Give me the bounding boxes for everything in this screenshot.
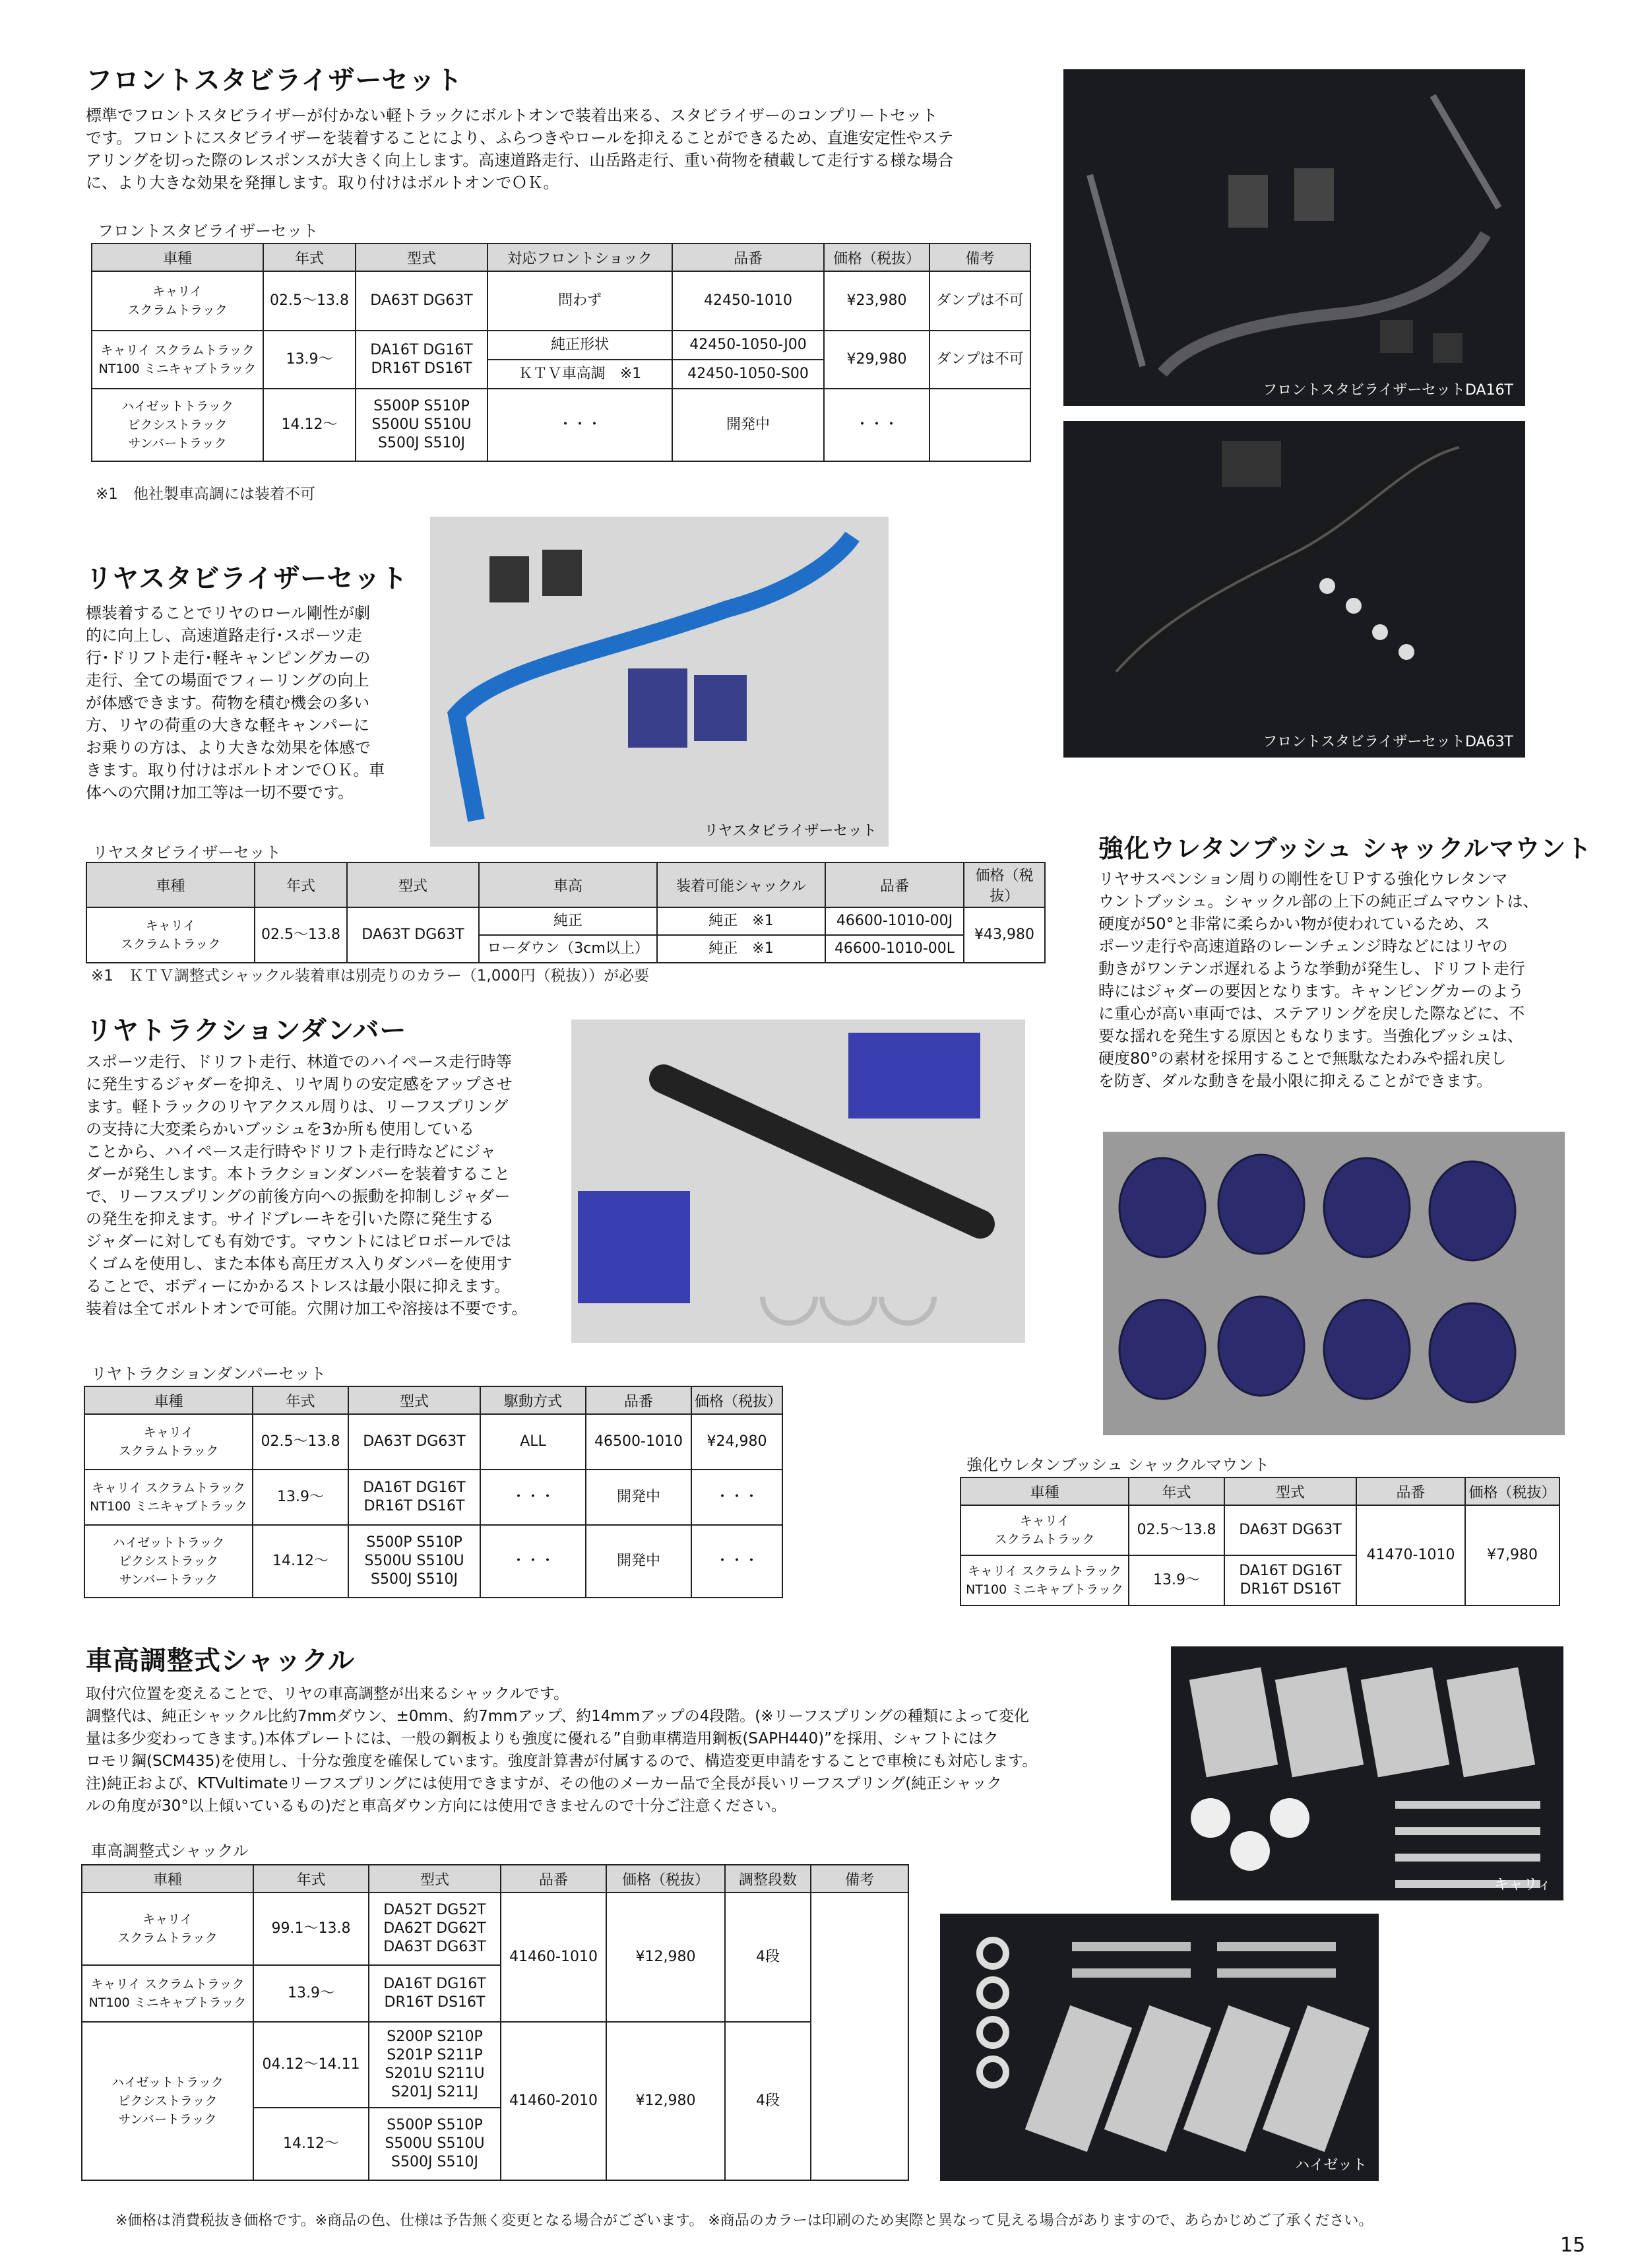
table-cell: ¥43,980 bbox=[964, 907, 1045, 963]
rear-stabilizer-photo bbox=[430, 517, 889, 847]
table-cell: キャリイ スクラムトラック bbox=[82, 1893, 253, 1965]
damper-description: スポーツ走行、ドリフト走行、林道でのハイペース走行時等 に発生するジャダーを抑え、リヤ周りの安定感をアップさせ ます。軽トラックのリヤアクスル周りは、リーフスプリング の支持に大変柔らかいブッシュを3か所も使用している ことから、ハイペース走行時やドリフト走行時などにジャ ダーが発生します。本トラクションダンバーを装着すること で、リーフスプリングの前後方向への振動を抑制しジャダー の発生を抑えます。サイドブレーキを引いた際に発生する ジャダーに対しても有効です。マウントにはピロボールでは くゴムを使用し、また本体も高圧ガス入りダンパーを使用す ることで、ボディーにかかるストレスは最小限に抑えます。 装着は全てボルトオンで可能。穴開け加工や溶接は不要です。 bbox=[86, 1053, 528, 1318]
table-cell: 開発中 bbox=[586, 1470, 691, 1525]
table-cell: キャリイ スクラムトラック bbox=[960, 1505, 1129, 1555]
table-cell: 純正 bbox=[479, 907, 657, 935]
table-cell: S500P S510P S500U S510U S500J S510J bbox=[356, 389, 488, 461]
damper-table-caption: リヤトラクションダンパーセット bbox=[91, 1365, 327, 1383]
table-cell: S500P S510P S500U S510U S500J S510J bbox=[348, 1525, 480, 1598]
shackle-description: 取付穴位置を変えることで、リヤの車高調整が出来るシャックルです。 調整代は、純正シャックル比約7mmダウン、±0mm、約7mmアップ、約14mmアップの4段階。(※リーフスプリングの種類によって変化 量は多少変わってきます。)本体プレートには、一般の鋼板よりも強度に優れる”自動車構造用鋼板(SAPH440)”を採用、シャフトにはク ロモリ鋼(SCM435)を使用し、十分な強度を確保しています。強度計算書が付属するので、構造変更申請をすることで車検にも対応します。 注)純正および、KTVultimateリーフスプリングには使用できますが、その他のメーカー品で全長が長いリーフスプリング(純正シャック ルの角度が30°以上傾いているもの)だと車高ダウン方向には使用できませんので十分ご注意ください。 bbox=[86, 1685, 1038, 1815]
th-part: 品番 bbox=[1356, 1477, 1465, 1505]
shackle-plates-image bbox=[1171, 1646, 1563, 1900]
table-cell: ¥12,980 bbox=[606, 1893, 725, 2022]
table-cell: キャリイ スクラムトラック NT100 ミニキャブトラック bbox=[92, 331, 263, 389]
table-cell: 純正 ※1 bbox=[657, 935, 825, 963]
table-cell: 41470-1010 bbox=[1356, 1505, 1465, 1605]
damper-photo bbox=[571, 1020, 1025, 1343]
th-year: 年式 bbox=[253, 1386, 348, 1414]
table-cell: 純正 ※1 bbox=[657, 907, 825, 935]
table-cell: 41460-2010 bbox=[501, 2022, 606, 2180]
table-cell: 問わず bbox=[488, 271, 672, 331]
table-cell: ・・・ bbox=[480, 1470, 586, 1525]
table-cell: DA63T DG63T bbox=[348, 1414, 480, 1470]
th-part: 品番 bbox=[672, 243, 824, 271]
shackle-title: 車高調整式シャックル bbox=[86, 1646, 355, 1676]
rear-stabilizer-bar-image bbox=[430, 517, 889, 847]
th-height: 車高 bbox=[479, 862, 657, 907]
table-cell: 13.9〜 bbox=[253, 1965, 369, 2022]
th-model: 型式 bbox=[1224, 1477, 1356, 1505]
table-cell: 純正形状 bbox=[488, 331, 672, 360]
th-car: 車種 bbox=[86, 862, 255, 907]
table-cell: ダンプは不可 bbox=[929, 271, 1030, 331]
table-cell: キャリイ スクラムトラック bbox=[86, 907, 255, 963]
table-cell: DA52T DG52T DA62T DG62T DA63T DG63T bbox=[369, 1893, 501, 1965]
table-cell: ・・・ bbox=[691, 1525, 782, 1598]
table-cell: ハイゼットトラック ピクシストラック サンバートラック bbox=[92, 389, 263, 461]
table-cell: 99.1〜13.8 bbox=[253, 1893, 369, 1965]
footer-note: ※価格は消費税抜き価格です。※商品の色、仕様は予告無く変更となる場合がございます。 ※商品のカラーは印刷のため実際と異なって見える場合がありますので、あらかじめご了承ください。 bbox=[115, 2213, 1373, 2229]
th-model: 型式 bbox=[347, 862, 479, 907]
urethane-bush-image bbox=[1103, 1132, 1565, 1435]
front-stabilizer-title: フロントスタビライザーセット bbox=[86, 65, 463, 96]
table-cell: ハイゼットトラック ピクシストラック サンバートラック bbox=[84, 1525, 253, 1598]
table-cell: 14.12〜 bbox=[263, 389, 356, 461]
table-cell: DA16T DG16T DR16T DS16T bbox=[348, 1470, 480, 1525]
damper-title: リヤトラクションダンバー bbox=[86, 1016, 407, 1046]
damper-table bbox=[84, 1386, 783, 1598]
table-cell: 46500-1010 bbox=[586, 1414, 691, 1470]
table-cell bbox=[929, 389, 1030, 461]
front-stabilizer-table bbox=[91, 243, 1031, 462]
photo-label: フロントスタビライザーセットDA16T bbox=[1263, 382, 1513, 399]
table-cell: S200P S210P S201P S211P S201U S211U S201J S211J bbox=[369, 2022, 501, 2108]
th-price: 価格（税抜） bbox=[691, 1386, 782, 1414]
table-cell: DA16T DG16T DR16T DS16T bbox=[356, 331, 488, 389]
rear-stabilizer-table bbox=[86, 862, 1046, 963]
th-steps: 調整段数 bbox=[725, 1865, 811, 1893]
table-cell: ¥23,980 bbox=[824, 271, 929, 331]
table-cell: ¥7,980 bbox=[1465, 1505, 1559, 1605]
table-cell: S500P S510P S500U S510U S500J S510J bbox=[369, 2108, 501, 2180]
table-cell: キャリイ スクラムトラック bbox=[84, 1414, 253, 1470]
table-cell: 14.12〜 bbox=[253, 2108, 369, 2180]
table-cell: ＫＴＶ車高調 ※1 bbox=[488, 360, 672, 389]
th-model: 型式 bbox=[356, 243, 488, 271]
bush-description: リヤサスペンション周りの剛性をＵＰする強化ウレタンマ ウントブッシュ。シャックル部の上下の純正ゴムマウントは、 硬度が50°と非常に柔らかい物が使われているため、ス ポーツ走行や高速道路のレーンチェンジ時などにはリヤの 動きがワンテンポ遅れるような挙動が発生し、ドリフト走行 時にはジャダーの要因となります。キャンピングカーのよう に重心が高い車両では、ステアリングを戻した際などに、不 要な揺れを発生する原因ともなります。当強化ブッシュは、 硬度80°の素材を採用することで無駄なたわみや揺れ戻し を防ぎ、ダルな動きを最小限に抑えることができます。 bbox=[1098, 870, 1539, 1090]
th-year: 年式 bbox=[255, 862, 347, 907]
bush-table-caption: 強化ウレタンブッシュ シャックルマウント bbox=[966, 1456, 1270, 1474]
table-cell: 02.5〜13.8 bbox=[253, 1414, 348, 1470]
table-cell: 04.12〜14.11 bbox=[253, 2022, 369, 2108]
table-cell: ローダウン（3cm以上） bbox=[479, 935, 657, 963]
table-cell: 41460-1010 bbox=[501, 1893, 606, 2022]
front-table-caption: フロントスタビライザーセット bbox=[98, 222, 319, 240]
table-cell: 46600-1010-00J bbox=[825, 907, 964, 935]
table-cell: ¥12,980 bbox=[606, 2022, 725, 2180]
table-cell: ¥24,980 bbox=[691, 1414, 782, 1470]
table-cell: ・・・ bbox=[824, 389, 929, 461]
table-cell: 13.9〜 bbox=[263, 331, 356, 389]
photo-label: キャリィ bbox=[1494, 1877, 1552, 1893]
table-cell: 46600-1010-00L bbox=[825, 935, 964, 963]
th-price: 価格（税抜） bbox=[824, 243, 929, 271]
table-cell: ・・・ bbox=[480, 1525, 586, 1598]
front-stabilizer-photo-da63t bbox=[1063, 421, 1525, 758]
rear-stabilizer-title: リヤスタビライザーセット bbox=[86, 564, 408, 594]
table-cell: キャリイ スクラムトラック NT100 ミニキャブトラック bbox=[82, 1965, 253, 2022]
shackle-table bbox=[81, 1864, 909, 2181]
table-cell: ・・・ bbox=[488, 389, 672, 461]
table-cell: 14.12〜 bbox=[253, 1525, 348, 1598]
photo-label: フロントスタビライザーセットDA63T bbox=[1263, 734, 1513, 750]
table-cell: 4段 bbox=[725, 1893, 811, 2022]
front-footnote: ※1 他社製車高調には装着不可 bbox=[96, 486, 315, 503]
th-year: 年式 bbox=[253, 1865, 369, 1893]
bush-title: 強化ウレタンブッシュ シャックルマウント bbox=[1098, 834, 1592, 863]
rear-stabilizer-description: 標装着することでリヤのロール剛性が劇 的に向上し、高速道路走行･スポーツ走 行･ドリフト走行･軽キャンピングカーの 走行、全ての場面でフィーリングの向上 が体感できます。荷物を積む機会の多い 方、リヤの荷重の大きな軽キャンパーに お乗りの方は、より大きな効果を体感で きます。取り付けはボルトオンでＯＫ。車 体への穴開け加工等は一切不要です。 bbox=[86, 604, 385, 802]
table-cell: 開発中 bbox=[672, 389, 824, 461]
table-cell: キャリイ スクラムトラック NT100 ミニキャブトラック bbox=[84, 1470, 253, 1525]
stabilizer-bar-image bbox=[1063, 421, 1525, 758]
table-cell: 42450-1050-S00 bbox=[672, 360, 824, 389]
th-part: 品番 bbox=[586, 1386, 691, 1414]
th-drive: 駆動方式 bbox=[480, 1386, 586, 1414]
shackle-photo-carry bbox=[1171, 1646, 1563, 1900]
th-part: 品番 bbox=[825, 862, 964, 907]
rear-stab-table-caption: リヤスタビライザーセット bbox=[92, 843, 281, 862]
th-year: 年式 bbox=[1129, 1477, 1224, 1505]
th-price: 価格（税抜） bbox=[1465, 1477, 1559, 1505]
front-stabilizer-description: 標準でフロントスタビライザーが付かない軽トラックにボルトオンで装着出来る、スタビライザーのコンプリートセット です。フロントにスタビライザーを装着することにより、ふらつきやロールを抑えることができるため、直進安定性やステ アリングを切った際のレスポンスが大きく向上します。高速道路走行、山岳路走行、重い荷物を積載して走行する様な場合 に、より大きな効果を発揮します。取り付けはボルトオンでＯＫ。 bbox=[86, 106, 954, 192]
table-cell bbox=[811, 1893, 908, 2180]
photo-label: ハイゼット bbox=[1295, 2157, 1367, 2174]
table-cell: DA63T DG63T bbox=[347, 907, 479, 963]
table-cell: DA63T DG63T bbox=[1224, 1505, 1356, 1555]
shackle-plates-image bbox=[940, 1914, 1379, 2181]
table-cell: 開発中 bbox=[586, 1525, 691, 1598]
damper-image bbox=[571, 1020, 1025, 1343]
table-cell: ALL bbox=[480, 1414, 586, 1470]
table-cell: 4段 bbox=[725, 2022, 811, 2180]
table-cell: 02.5〜13.8 bbox=[263, 271, 356, 331]
table-cell: ・・・ bbox=[691, 1470, 782, 1525]
table-cell: ハイゼットトラック ピクシストラック サンバートラック bbox=[82, 2022, 253, 2180]
table-cell: 02.5〜13.8 bbox=[255, 907, 347, 963]
page-number: 15 bbox=[1560, 2234, 1586, 2257]
th-model: 型式 bbox=[369, 1865, 501, 1893]
th-price: 価格（税抜） bbox=[606, 1865, 725, 1893]
bush-photo bbox=[1103, 1132, 1565, 1435]
stabilizer-bar-image bbox=[1063, 69, 1525, 406]
table-cell: キャリイ スクラムトラック bbox=[92, 271, 263, 331]
th-note: 備考 bbox=[929, 243, 1030, 271]
table-cell: ダンプは不可 bbox=[929, 331, 1030, 389]
th-year: 年式 bbox=[263, 243, 356, 271]
th-model: 型式 bbox=[348, 1386, 480, 1414]
table-cell: 42450-1050-J00 bbox=[672, 331, 824, 360]
table-cell: 13.9〜 bbox=[253, 1470, 348, 1525]
th-shock: 対応フロントショック bbox=[488, 243, 672, 271]
th-price: 価格（税抜） bbox=[964, 862, 1045, 907]
th-car: 車種 bbox=[960, 1477, 1129, 1505]
th-part: 品番 bbox=[501, 1865, 606, 1893]
th-car: 車種 bbox=[84, 1386, 253, 1414]
shackle-table-caption: 車高調整式シャックル bbox=[91, 1842, 249, 1860]
th-car: 車種 bbox=[92, 243, 263, 271]
th-note: 備考 bbox=[811, 1865, 908, 1893]
th-shackle: 装着可能シャックル bbox=[657, 862, 825, 907]
th-car: 車種 bbox=[82, 1865, 253, 1893]
table-cell: 13.9〜 bbox=[1129, 1555, 1224, 1605]
table-cell: ¥29,980 bbox=[824, 331, 929, 389]
table-cell: DA63T DG63T bbox=[356, 271, 488, 331]
table-cell: DA16T DG16T DR16T DS16T bbox=[1224, 1555, 1356, 1605]
shackle-photo-hijet bbox=[940, 1914, 1379, 2181]
table-cell: 02.5〜13.8 bbox=[1129, 1505, 1224, 1555]
bush-table bbox=[960, 1477, 1560, 1606]
photo-label: リヤスタビライザーセット bbox=[703, 823, 877, 839]
table-cell: DA16T DG16T DR16T DS16T bbox=[369, 1965, 501, 2022]
table-cell: 42450-1010 bbox=[672, 271, 824, 331]
table-cell: キャリイ スクラムトラック NT100 ミニキャブトラック bbox=[960, 1555, 1129, 1605]
rear-stab-footnote: ※1 ＫＴＶ調整式シャックル装着車は別売りのカラー（1,000円（税抜））が必要 bbox=[91, 967, 650, 985]
front-stabilizer-photo-da16t bbox=[1063, 69, 1525, 406]
